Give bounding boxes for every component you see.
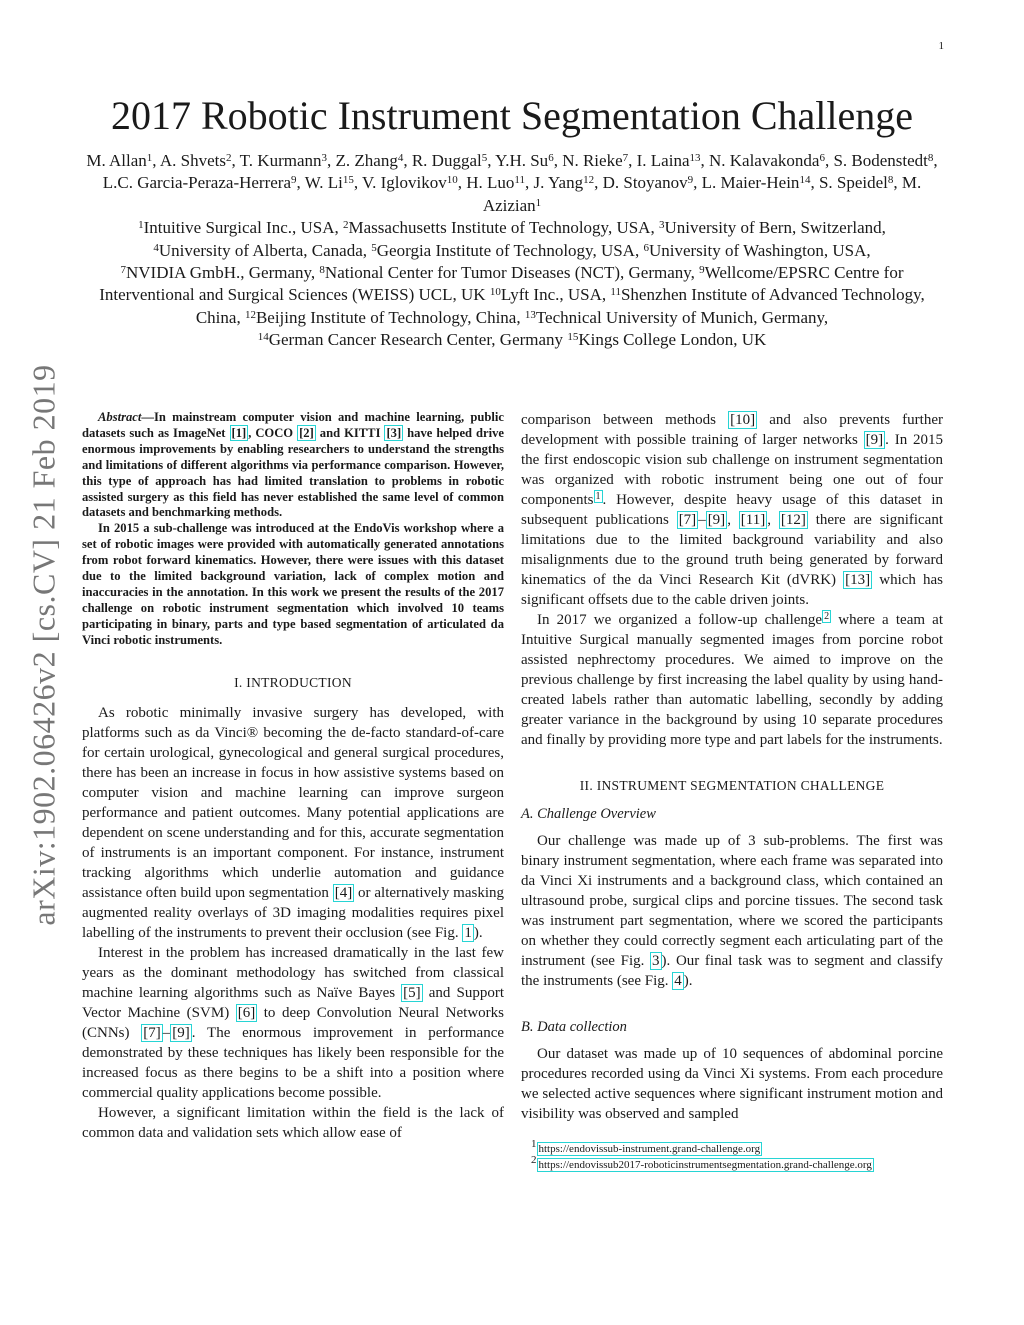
- affiliation-name: Lyft Inc., USA,: [500, 285, 611, 305]
- affiliation-index: 15: [567, 331, 579, 344]
- citation-link[interactable]: [5]: [403, 984, 421, 1001]
- affiliation-index: 1: [138, 219, 144, 232]
- author-affiliation-index: 5: [481, 152, 488, 164]
- subsection-data-collection: B. Data collection: [521, 1019, 627, 1035]
- affiliation-name: University of Alberta, Canada,: [158, 240, 372, 260]
- citation-link[interactable]: [7]: [678, 512, 697, 528]
- citation-link[interactable]: 1: [464, 924, 472, 941]
- author-name: A. Shvets: [159, 151, 226, 170]
- subsection-challenge-overview: A. Challenge Overview: [521, 806, 656, 822]
- section-number: II.: [579, 778, 594, 793]
- arxiv-stamp-text: arXiv:1902.06426v2 [cs.CV] 21 Feb 2019: [25, 364, 62, 926]
- citation-link[interactable]: 4: [674, 973, 682, 989]
- affiliation-name: German Cancer Research Center, Germany: [268, 330, 568, 350]
- citation-link[interactable]: [2]: [299, 425, 314, 440]
- affiliation-index: 2: [343, 219, 349, 232]
- footnote-1: $^1$ https://endovissub-instrument.grand-challenge.org: [531, 1138, 761, 1155]
- citation-link[interactable]: [9]: [172, 1024, 190, 1041]
- author-name: L.C. Garcia-Peraza-Herrera: [102, 173, 292, 193]
- abstract-paragraph-2: In 2015 a sub-challenge was introduced at the EndoVis workshop where a set of robotic images were provided with automatically generated annotations from robot forward kinematics. However, there were issues with this dataset due to the limited background variation, lack of complex motion and inaccuracies in the annotation. In this work we present the results of the 2017 challenge on robotic instrument segmentation which involved 10 teams participating in binary, parts and type based segmentation of articulated da Vinci robotic instruments.: [82, 521, 504, 647]
- data-paragraph: Our dataset was made up of 10 sequences of abdominal porcine procedures recorded using da Vinci Xi systems. From each procedure we selected active sequences where significant instrument motion and visibility was observed and sampled: [521, 1046, 943, 1122]
- section-title: INTRODUCTION: [246, 674, 352, 690]
- citation-link[interactable]: [9]: [707, 512, 726, 528]
- affiliation-index: 12: [244, 308, 256, 321]
- author-affiliation-index: 8: [927, 152, 934, 164]
- author-affiliation-index: 13: [689, 152, 701, 164]
- citation-link[interactable]: [10]: [730, 412, 756, 428]
- abstract-label: Abstract: [98, 410, 142, 424]
- intro-paragraph-2: Interest in the problem has increased dramatically in the last few years as the dominant methodology has switched from classical machine learning algorithms such as Naïve Bayes [5] and Support Vector Machine (SVM) [6] to deep Convolution Neural Networks (CNNs) [7] – [9] . The enormous improvement in performance demonstrated by these techniques has likely been responsible for the increased focus as there begins to be a shift into a position where commercial quality applications become possible.: [82, 944, 505, 1101]
- affiliation-index: 6: [643, 241, 649, 254]
- author-affiliation-index: 7: [622, 152, 629, 164]
- intro-paragraph-3: However, a significant limitation within the field is the lack of common data and validation sets which allow ease of: [82, 1104, 504, 1141]
- affiliation-index: 10: [489, 286, 501, 299]
- author-name: H. Luo: [466, 173, 515, 193]
- intro-paragraph-1: As robotic minimally invasive surgery has developed, with platforms such as da Vinci® becoming the de-facto standard-of-care for certain urological, gynecological and general surgical procedures, there has been an increase in focus in how assistive systems based on computer vision and machine learning can improve surgeon performance and patient outcomes. Many potential applications are dependent on scene understanding and for this, accurate segmentation of instruments is an important component. For instance, instrument tracking algorithms which underlie automation and guidance assistance often build upon segmentation [4] or alternatively masking augmented reality overlays of 3D imaging modalities requires pixel labelling of the instruments to prevent their occlusion (see Fig. 1 ).: [82, 704, 504, 941]
- footnote-marker[interactable]: 2: [824, 611, 830, 622]
- author-name: M. Allan: [86, 151, 147, 170]
- affiliation-index: 8: [319, 264, 325, 277]
- author-affiliation-index: 9: [687, 174, 694, 187]
- author-block: [78, 150, 946, 352]
- footnote-marker[interactable]: 1: [595, 491, 601, 502]
- footnote-2: $^2$ https://endovissub2017-roboticinstrumentsegmentation.grand-challenge.org: [531, 1154, 872, 1171]
- author-list: M. Allan$^1$, A. Shvets$^2$, T. Kurmann$^3$, Z. Zhang$^4$, R. Duggal$^5$, Y.H. Su$^6$, N. Rieke$^7$, I. Laina$^{13}$, N. Kalavakonda$^6$, S. Bodenstedt$^8$, L.C. Garcia-Peraza-Herrera$^9$, W. Li$^{15}$, V. Iglovikov$^{10}$, H. Luo$^{11}$, J. Yang$^{12}$, D. Stoyanov$^9$, L. Maier-Hein$^{14}$, S. Speidel$^8$, M. Azizian$^1$: [86, 151, 938, 215]
- author-affiliation-index: 2: [225, 152, 232, 164]
- section-title: INSTRUMENT SEGMENTATION CHALLENGE: [596, 778, 885, 793]
- right-column: [521, 410, 943, 1174]
- abstract: [82, 410, 504, 521]
- author-name: N. Kalavakonda: [708, 151, 820, 170]
- author-affiliation-index: 14: [799, 174, 811, 187]
- author-name: V. Iglovikov: [362, 173, 447, 193]
- author-affiliation-index: 1: [146, 152, 153, 164]
- footnote-link-2[interactable]: https://endovissub2017-roboticinstrumentsegmentation.grand-challenge.org: [538, 1159, 872, 1171]
- affiliation-name: University of Washington, USA,: [648, 240, 871, 260]
- author-affiliation-index: 11: [514, 174, 525, 187]
- author-affiliation-index: 12: [583, 174, 595, 187]
- paper-title: 2017 Robotic Instrument Segmentation Challenge: [110, 93, 914, 138]
- section-heading-challenge: [521, 778, 943, 794]
- right-paragraph-1: comparison between methods [10] and also prevents further development with possible training of larger networks [9] . In 2015 the first endoscopic vision sub challenge on instrument segmentation was organized with robotic instrument being one out of four components $^1$ . However, despite heavy usage of this dataset in subsequent publications [7] – [9] , [11] , [12] there are significant limitations due to the limited background variability and also misalignments due to the ground truth being generated by forward kinematics of the da Vinci Research Kit (dVRK) [13] which has significant offsets due to the cable driven joints.: [521, 412, 944, 608]
- citation-link[interactable]: [7]: [143, 1024, 161, 1041]
- author-name: R. Duggal: [411, 151, 482, 170]
- section-heading-introduction: [82, 675, 504, 691]
- author-affiliation-index: 8: [887, 174, 894, 187]
- right-paragraph-2: In 2017 we organized a follow-up challenge $^2$ where a team at Intuitive Surgical manually segmented images from porcine robot assisted nephrectomy procedures. We aimed to improve on the previous challenge by first increasing the label quality by using hand-created labels rather than automatic labelling, secondly by adding greater variance in the background by using 10 separate procedures and finally by providing more type and part labels for the instruments.: [521, 611, 944, 748]
- citation-link[interactable]: [1]: [231, 425, 247, 440]
- affiliation-index: 13: [524, 308, 536, 321]
- left-column: [82, 410, 504, 1143]
- affiliation-index: 3: [658, 219, 665, 232]
- affiliation-name: Beijing Institute of Technology, China,: [255, 307, 525, 327]
- affiliation-name: Intuitive Surgical Inc., USA,: [143, 218, 344, 238]
- author-name: W. Li: [304, 173, 343, 193]
- citation-link[interactable]: [12]: [780, 512, 806, 528]
- affiliation-name: Technical University of Munich, Germany,: [535, 307, 829, 327]
- author-name: S. Speidel: [818, 173, 888, 193]
- author-affiliation-index: 9: [291, 174, 297, 187]
- citation-link[interactable]: [3]: [386, 425, 402, 440]
- affiliation-name: Massachusetts Institute of Technology, USA,: [348, 218, 659, 238]
- author-name: Z. Zhang: [335, 151, 398, 170]
- arxiv-stamp: [18, 350, 70, 940]
- affiliation-name: National Center for Tumor Diseases (NCT), Germany,: [324, 263, 700, 283]
- affiliation-index: 7: [120, 264, 126, 277]
- abstract-paragraph-1: —In mainstream computer vision and machine learning, public datasets such as ImageNet [1] , COCO [2] and KITTI [3] have helped drive enormous improvements by enabling researchers to understand the strengths and limitations of different algorithms via performance comparison. However, this type of approach has had limited translation to problems in robotic assisted surgery as this field has never established the same level of common datasets and benchmarking methods.: [82, 410, 505, 520]
- affiliation-list: [99, 218, 925, 349]
- citation-link[interactable]: [6]: [237, 1004, 256, 1021]
- author-name: L. Maier-Hein: [701, 173, 800, 193]
- affiliation-index: 14: [257, 331, 269, 344]
- section-number: I.: [234, 674, 243, 690]
- footnotes: [521, 1138, 943, 1172]
- author-affiliation-index: 6: [548, 152, 554, 164]
- author-name: S. Bodenstedt: [833, 151, 928, 170]
- author-affiliation-index: 3: [321, 152, 328, 164]
- author-name: D. Stoyanov: [602, 173, 688, 193]
- author-name: J. Yang: [533, 173, 584, 193]
- footnote-link-1[interactable]: https://endovissub-instrument.grand-challenge.org: [538, 1143, 761, 1155]
- page-number: 1: [938, 40, 944, 52]
- author-affiliation-index: 10: [446, 174, 458, 187]
- citation-link[interactable]: [13]: [845, 572, 871, 588]
- citation-link[interactable]: [4]: [334, 884, 353, 901]
- author-name: Y.H. Su: [495, 151, 549, 170]
- citation-link[interactable]: [11]: [740, 512, 766, 528]
- author-name: I. Laina: [636, 151, 690, 170]
- citation-link[interactable]: [9]: [865, 432, 884, 448]
- author-name: N. Rieke: [562, 151, 623, 170]
- affiliation-name: University of Bern, Switzerland,: [664, 218, 886, 238]
- overview-paragraph: Our challenge was made up of 3 sub-problems. The first was binary instrument segmentation, where each frame was separated into da Vinci Xi instruments and a background class, which contained an ultrasound probe, surgical clips and porcine tissues. The second task was instrument part segmentation, where we scored the participants on whether they could correctly segment each articulating part of the instrument (see Fig. 3 ). Our final task was to segment and classify the instruments (see Fig. 4 ).: [521, 833, 943, 989]
- affiliation-name: Kings College London, UK: [578, 330, 767, 350]
- affiliation-name: Wellcome/EPSRC Centre for Interventional and Surgical Sciences (WEISS) UCL, UK: [99, 263, 904, 305]
- affiliation-name: Georgia Institute of Technology, USA,: [376, 240, 644, 260]
- affiliation-index: 5: [371, 241, 377, 254]
- author-name: M. Azizian: [482, 173, 922, 215]
- affiliation-index: 4: [153, 241, 159, 254]
- citation-link[interactable]: 3: [652, 953, 660, 969]
- affiliation-name: Shenzhen Institute of Advanced Technology, China,: [195, 285, 925, 327]
- author-affiliation-index: 1: [535, 196, 542, 209]
- affiliation-index: 9: [699, 264, 705, 277]
- author-name: T. Kurmann: [239, 151, 322, 170]
- affiliation-index: 11: [610, 286, 621, 299]
- author-affiliation-index: 6: [819, 152, 825, 164]
- author-affiliation-index: 15: [342, 174, 354, 187]
- affiliation-name: NVIDIA GmbH., Germany,: [126, 263, 320, 283]
- author-affiliation-index: 4: [397, 152, 404, 164]
